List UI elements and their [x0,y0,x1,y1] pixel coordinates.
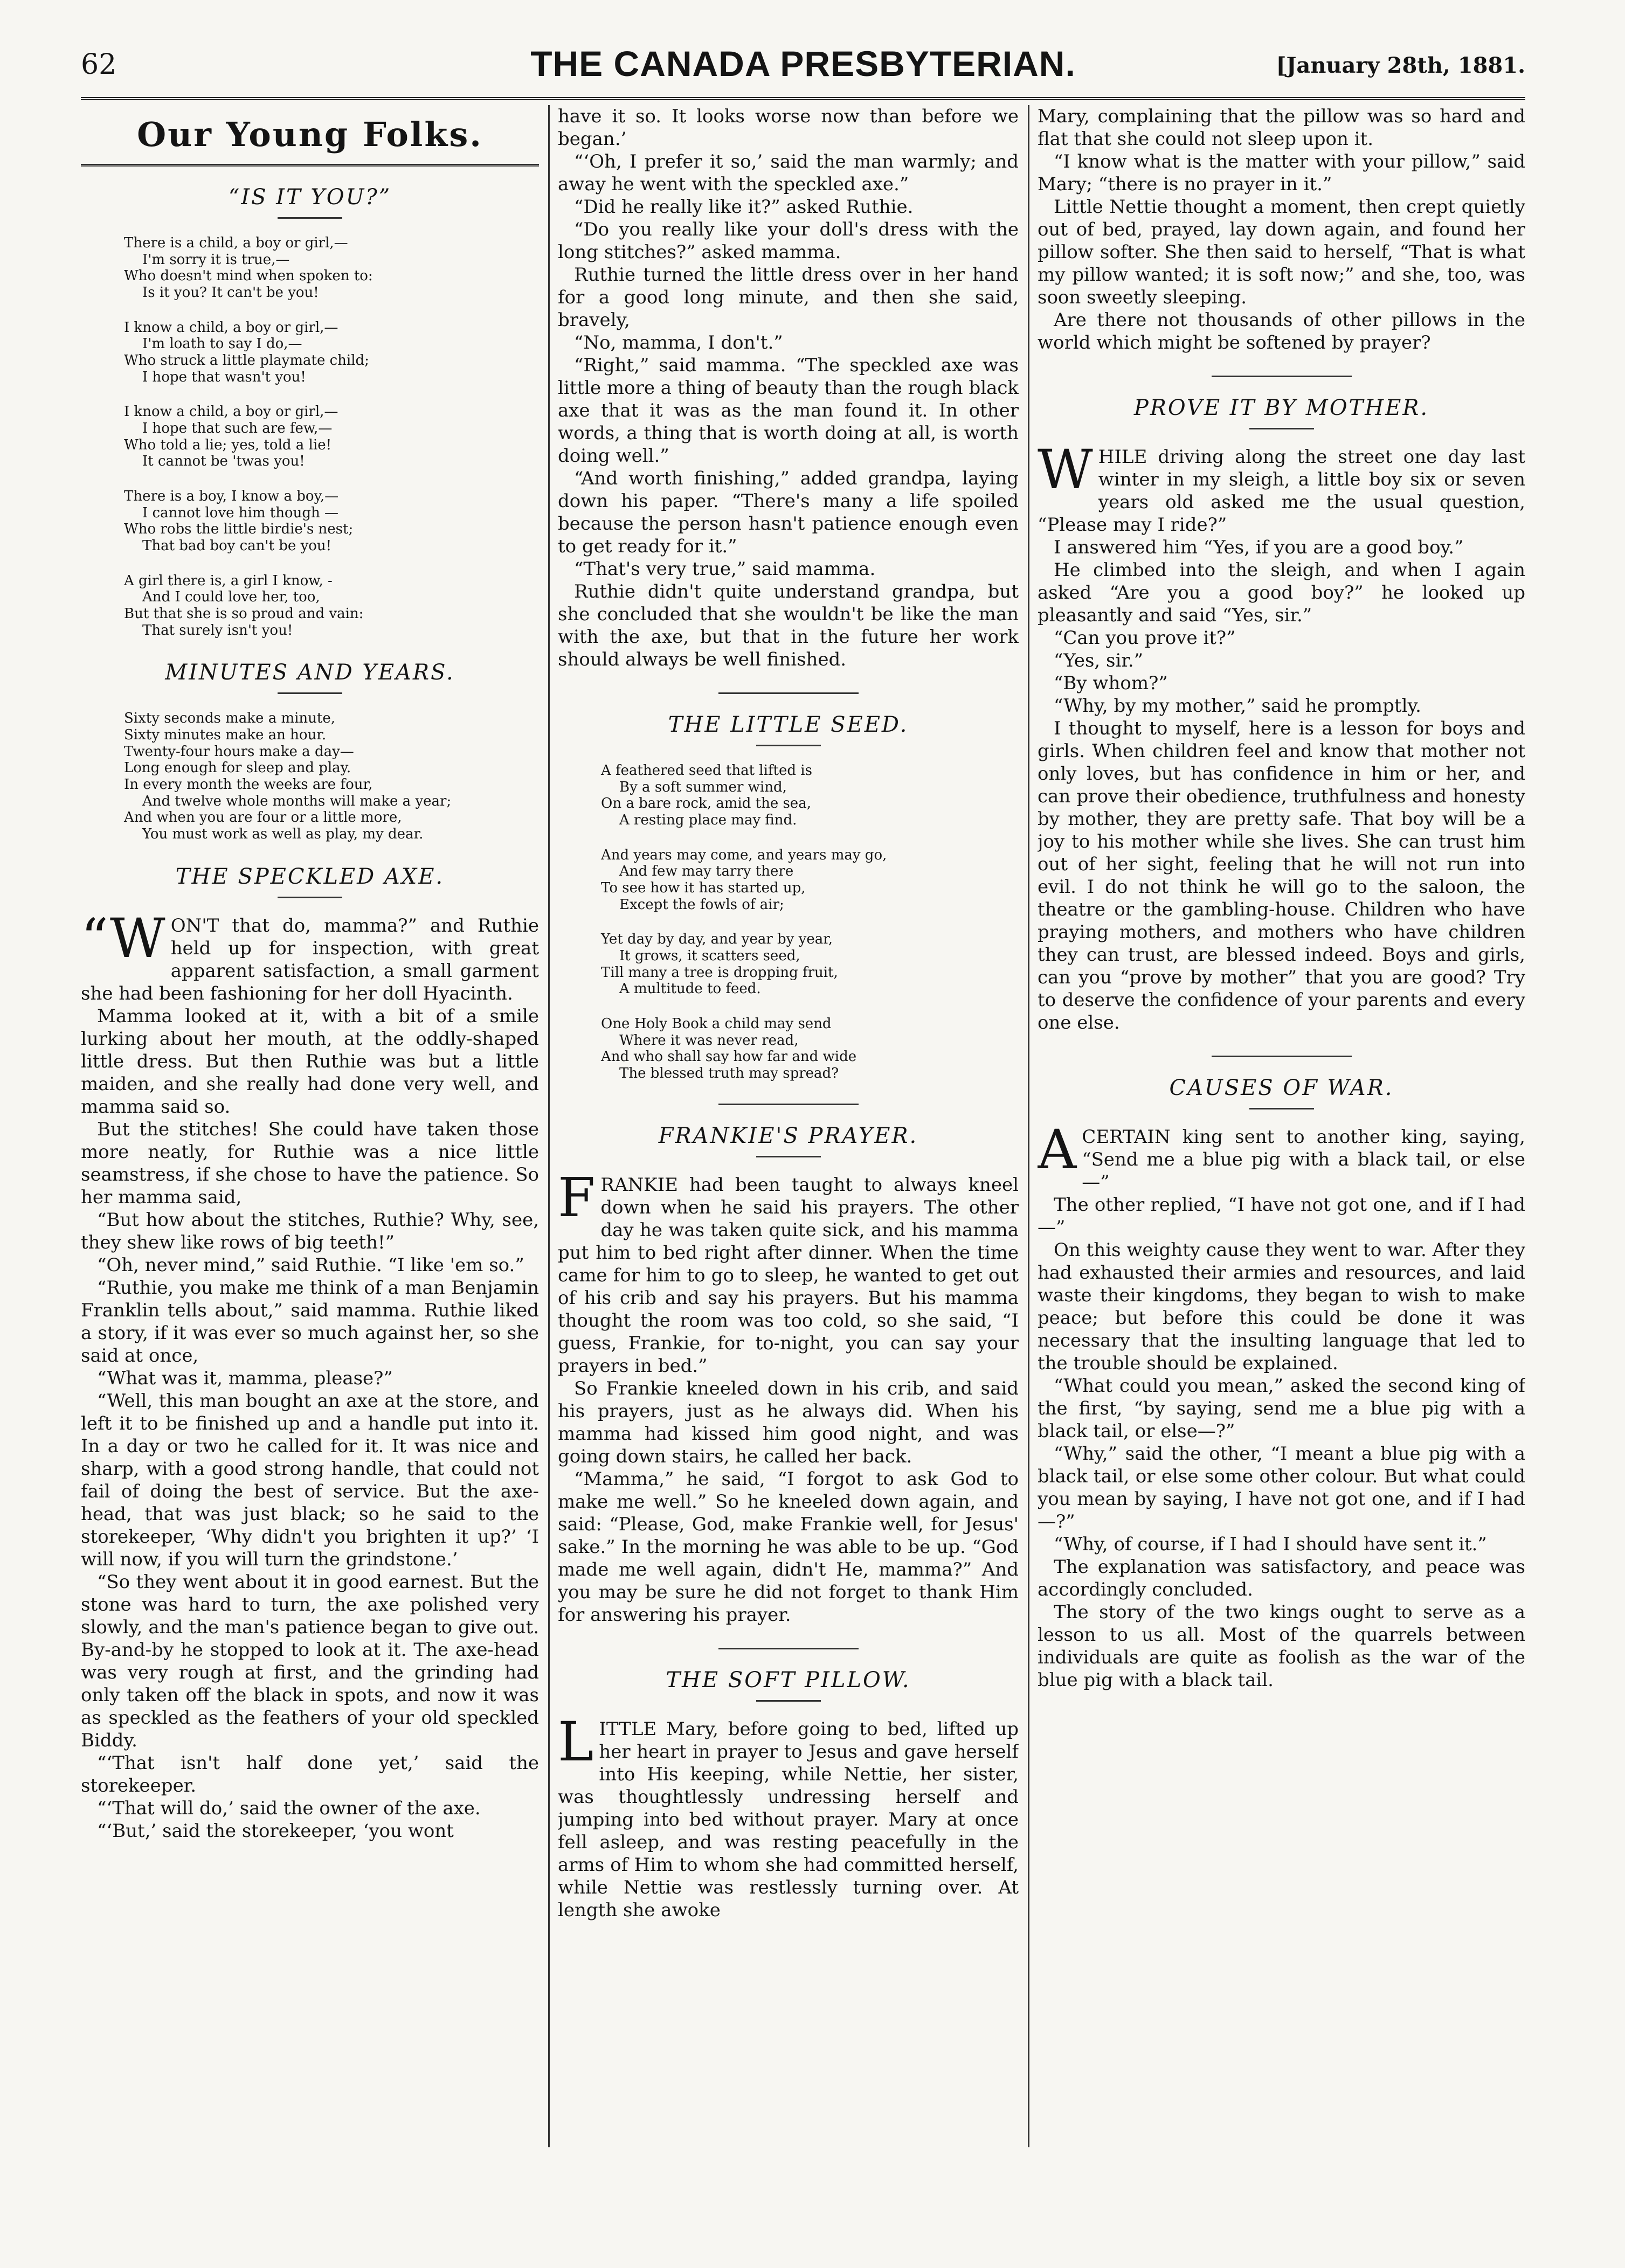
poem-line: Twenty-four hours make a day— [124,743,354,760]
poem-line: It cannot be 'twas you! [142,453,305,470]
section-separator [1212,1056,1352,1057]
paragraph: “Did he really like it?” asked Ruthie. [574,196,914,218]
page-number: 62 [81,48,117,81]
section-separator [718,1648,859,1649]
poem-line: A multitude to feed. [619,981,761,997]
paragraph: “I know what is the matter with your pillow,” said Mary; “there is no prayer in it.” [1038,151,1525,195]
stanza [124,320,539,386]
section-separator [1212,376,1352,377]
poem-line: I know a child, a boy or girl,— [124,319,338,336]
poem-line: One Holy Book a child may send [601,1016,832,1032]
paragraph: “‘Oh, I prefer it so,’ said the man warmly; and away he went with the speckled axe.” [558,151,1019,195]
poem-line: I'm loath to say I do,— [142,336,302,352]
paragraph: “And worth finishing,” added grandpa, laying down his paper. “There's many a life spoiled because the person hasn't patience enough even to get ready for it.” [558,468,1019,557]
stanza [124,488,539,554]
paragraph: I thought to myself, here is a lesson for boys and girls. When children feel and know that mother not only loves, but has confidence in him or her, and can prove their obedience, truthfulness and honesty by mother, they are pretty safe. That boy will be a joy to his mother while she lives. She can trust him out of her sight, feeling that he will not run into evil. I do not think he will go to the saloon, the theatre or the gambling-house. Children who have praying mothers, and mothers who have children they can trust, are blessed indeed. Boys and girls, can you “prove by mother” that you are good? Try to deserve the confidence of your parents and every one else. [1038,718,1525,1034]
poem-line: I know a child, a boy or girl,— [124,404,338,420]
poem-line: And who shall say how far and wide [601,1049,857,1065]
paragraph: Ruthie didn't quite understand grandpa, but she concluded that she wouldn't be like the man with the axe, but that in the future her work should always be well finished. [558,581,1019,670]
paragraph: So Frankie kneeled down in his crib, and said his prayers, just as he always did. When his mamma had kissed him good night, and was going down stairs, he called her back. [558,1377,1019,1467]
paragraph: “Why, by my mother,” said he promptly. [1054,695,1421,717]
story-title: PROVE IT BY MOTHER. [1038,396,1525,429]
drop-cap: W [1038,438,1093,501]
issue-date: [January 28th, 1881. [1276,53,1525,78]
poem-line: Yet day by day, and year by year, [601,931,833,948]
paragraph-text: CERTAIN king sent to another king, saying, “Send me a blue pig with a black tail, or else—” [1082,1126,1525,1193]
paragraph: “‘That isn't half done yet,’ said the storekeeper. [81,1752,539,1797]
poem-line: A feathered seed that lifted is [601,762,812,779]
stanza [124,235,539,301]
paragraph: I answered him “Yes, if you are a good boy.” [1054,537,1464,558]
paragraph: Little Nettie thought a moment, then crept quietly out of bed, prayed, lay down again, and found her pillow softer. She then said to herself, “That is what my pillow wanted; it is soft now;” and she, too, was soon sweetly sleeping. [1038,196,1525,308]
poem-line: Who struck a little playmate child; [124,352,369,369]
paragraph: “Why, of course, if I had I should have sent it.” [1054,1534,1487,1555]
poem-line: There is a child, a boy or girl,— [124,235,348,251]
poem-line: And I could love her, too, [142,589,320,606]
poem-line: Who doesn't mind when spoken to: [124,268,373,285]
paragraph-text: ITTLE Mary, before going to bed, lifted up her heart in prayer to Jesus and gave herself into His keeping, while Nettie, her sister, was thoughtlessly undressing herself and jumping into bed without prayer. Mary at once fell asleep, and was resting peacefully in the arms of Him to whom she had committed herself, while Nettie was restlessly turning over. At length she awoke [558,1718,1019,1921]
paragraph: The other replied, “I have not got one, and if I had—” [1038,1194,1525,1238]
paragraph: He climbed into the sleigh, and when I again asked “Are you a good boy?” he looked up pleasantly and said “Yes, sir.” [1038,559,1525,626]
poem-line: It grows, it scatters seed, [619,948,800,965]
story-opening-paragraph [558,1166,1019,1377]
story-title: THE SOFT PILLOW. [558,1668,1019,1702]
poem-line: And twelve whole months will make a year; [142,793,452,809]
column-1 [81,105,539,2207]
paragraph: “But how about the stitches, Ruthie? Why, see, they shew like rows of big teeth!” [81,1209,539,1253]
poem-line: That surely isn't you! [142,622,293,639]
department-heading: Our Young Folks. [81,115,539,167]
section-separator [718,1104,859,1105]
poem-line: By a soft summer wind, [619,779,787,795]
drop-cap: F [558,1166,596,1229]
poem-title: “IS IT YOU?” [81,185,539,219]
poem-line: You must work as well as play, my dear. [142,826,424,843]
page-header [81,43,1525,100]
poem-line: That bad boy can't be you! [142,538,332,554]
poem-line: Where it was never read, [619,1032,799,1049]
poem-is-it-you [124,235,539,639]
paragraph-text: HILE driving along the street one day last winter in my sleigh, a little boy six or seven years old asked me the usual question, “Please may I ride?” [1038,446,1525,536]
section-separator [718,692,859,694]
story-opening-paragraph [558,1710,1019,1922]
paragraph: “Mamma,” he said, “I forgot to ask God to make me well.” So he kneeled down again, and said: “Please, God, make Frankie well, for Jesus' sake.” In the morning he was able to be up. “God made me well again, didn't He, mamma?” And you may be sure he did not forget to thank Him for answering his prayer. [558,1468,1019,1626]
stanza [601,931,1019,997]
paragraph: “No, mamma, I don't.” [574,332,783,353]
stanza [124,573,539,639]
story-opening-paragraph [81,906,539,1005]
poem-line: And few may tarry there [619,863,794,880]
column-rule [1028,105,1029,2147]
poem-line: A resting place may find. [619,812,797,829]
story-opening-paragraph [1038,438,1525,536]
paragraph: “What could you mean,” asked the second king of the first, “by saying, send me a blue pig with a black tail, or else—?” [1038,1375,1525,1442]
poem-line: In every month the weeks are four, [124,776,373,793]
poem-minutes-and-years [124,710,539,842]
story-title: CAUSES OF WAR. [1038,1076,1525,1109]
column-3 [1038,105,1525,2207]
poem-line: Is it you? It can't be you! [142,285,319,301]
poem-line: I hope that wasn't you! [142,369,306,385]
poem-title: THE LITTLE SEED. [558,712,1019,746]
poem-line: Till many a tree is dropping fruit, [601,964,838,981]
poem-line: A girl there is, a girl I know, - [124,572,333,589]
paragraph: “Can you prove it?” [1054,627,1236,649]
paragraph: “So they went about it in good earnest. But the stone was hard to turn, the axe polished very slowly, and the man's patience began to give out. By-and-by he stopped to look at it. The axe-head was very rough at first, and the grinding had only taken off the black in spots, and now it was as speckled as the feathers of your old speckled Biddy. [81,1571,539,1751]
poem-line: I'm sorry it is true,— [142,251,290,268]
paragraph: The story of the two kings ought to serve as a lesson to us all. Most of the quarrels between individuals are quite as foolish as the war of the blue pig with a black tail. [1038,1601,1525,1691]
paragraph: On this weighty cause they went to war. After they had exhausted their armies and resources, and laid waste their kingdoms, they began to wish to make peace; but before this could be done it was necessary that the insulting language that led to the trouble should be explained. [1038,1239,1525,1374]
poem-title: MINUTES AND YEARS. [81,660,539,694]
poem-line: Except the fowls of air; [619,896,784,913]
drop-cap: L [558,1710,594,1773]
publication-title: THE CANADA PRESBYTERIAN. [530,44,1076,84]
paragraph-text: ON'T that do, mamma?” and Ruthie held up for inspection, with great apparent satisfaction, a small garment she had been fashioning for her doll Hyacinth. [81,914,539,1004]
paragraph: “What was it, mamma, please?” [97,1367,393,1389]
paragraph: “Ruthie, you make me think of a man Benjamin Franklin tells about,” said mamma. Ruthie liked a story, if it was ever so much against her, so she said at once, [81,1277,539,1367]
paragraph: “By whom?” [1054,672,1168,694]
paragraph: The explanation was satisfactory, and peace was accordingly concluded. [1038,1556,1525,1600]
poem-line: On a bare rock, amid the sea, [601,795,811,812]
poem-line: I cannot love him though — [142,504,338,521]
paragraph: Mary, complaining that the pillow was so hard and flat that she could not sleep upon it. [1038,106,1525,150]
paragraph: But the stitches! She could have taken those more neatly, for Ruthie was a nice little seamstress, if she chose to have the patience. So her mamma said, [81,1118,539,1208]
paragraph: “Why,” said the other, “I meant a blue pig with a black tail, or else some other colour. But what could you mean by saying, I have not got one, and if I had—?” [1038,1443,1525,1532]
poem-line: Who robs the little birdie's nest; [124,521,354,538]
poem-line: And when you are four or a little more, [124,809,402,826]
poem-line: But that she is so proud and vain: [124,606,364,622]
story-title: FRANKIE'S PRAYER. [558,1123,1019,1157]
stanza [124,404,539,470]
story-title: THE SPECKLED AXE. [81,864,539,898]
paragraph: “Yes, sir.” [1054,650,1144,671]
stanza [601,847,1019,913]
poem-line: Sixty seconds make a minute, [124,710,336,727]
poem-line: And years may come, and years may go, [601,847,887,863]
paragraph: “Do you really like your doll's dress with the long stitches?” asked mamma. [558,219,1019,263]
paragraph: Ruthie turned the little dress over in her hand for a good long minute, and then she said, bravely, [558,264,1019,331]
paragraph: “Well, this man bought an axe at the store, and left it to be finished up and a handle put into it. In a day or two he called for it. It was nice and sharp, with a good strong handle, that could not fail of doing the best of service. But the axe-head, that was just black; so he said to the storekeeper, ‘Why didn't you brighten it up?’ ‘I will now, if you will turn the grindstone.’ [81,1390,539,1570]
column-2 [558,105,1019,2207]
poem-line: To see how it has started up, [601,880,806,897]
poem-line: The blessed truth may spread? [619,1065,839,1082]
paragraph: have it so. It looks worse now than before we began.’ [558,106,1019,150]
paragraph: “That's very true,” said mamma. [574,558,876,580]
paragraph: Are there not thousands of other pillows in the world which might be softened by prayer? [1038,309,1525,353]
poem-line: Who told a lie; yes, told a lie! [124,436,332,453]
stanza [124,710,539,842]
paragraph: “‘But,’ said the storekeeper, ‘you wont [97,1820,454,1842]
poem-line: Sixty minutes make an hour. [124,727,327,744]
poem-line: Long enough for sleep and play. [124,760,351,776]
poem-line: I hope that such are few,— [142,420,333,437]
paragraph: “‘That will do,’ said the owner of the axe. [97,1797,481,1819]
column-rule [548,105,550,2147]
paragraph: “Right,” said mamma. “The speckled axe was little more a thing of beauty than the rough black axe that it was as the man found it. In other words, a thing that is worth doing at all, is worth doing well.” [558,355,1019,467]
story-opening-paragraph [1038,1118,1525,1194]
stanza [601,1016,1019,1082]
drop-cap: “W [81,906,165,970]
poem-line: There is a boy, I know a boy,— [124,488,339,505]
stanza [601,762,1019,829]
poem-little-seed [601,762,1019,1082]
paragraph-text: RANKIE had been taught to always kneel down when he said his prayers. The other day he was taken quite sick, and his mamma put him to bed right after dinner. When the time came for him to go to sleep, he wanted to get out of his crib and say his prayers. But his mamma thought the room was too cold, so she said, “I guess, Frankie, for to-night, you can say your prayers in bed.” [558,1174,1019,1377]
paragraph: “Oh, never mind,” said Ruthie. “I like 'em so.” [97,1254,524,1276]
paragraph: Mamma looked at it, with a bit of a smile lurking about her mouth, at the oddly-shaped little dress. But then Ruthie was but a little maiden, and she really had done very well, and mamma said so. [81,1005,539,1118]
drop-cap: A [1038,1118,1077,1181]
